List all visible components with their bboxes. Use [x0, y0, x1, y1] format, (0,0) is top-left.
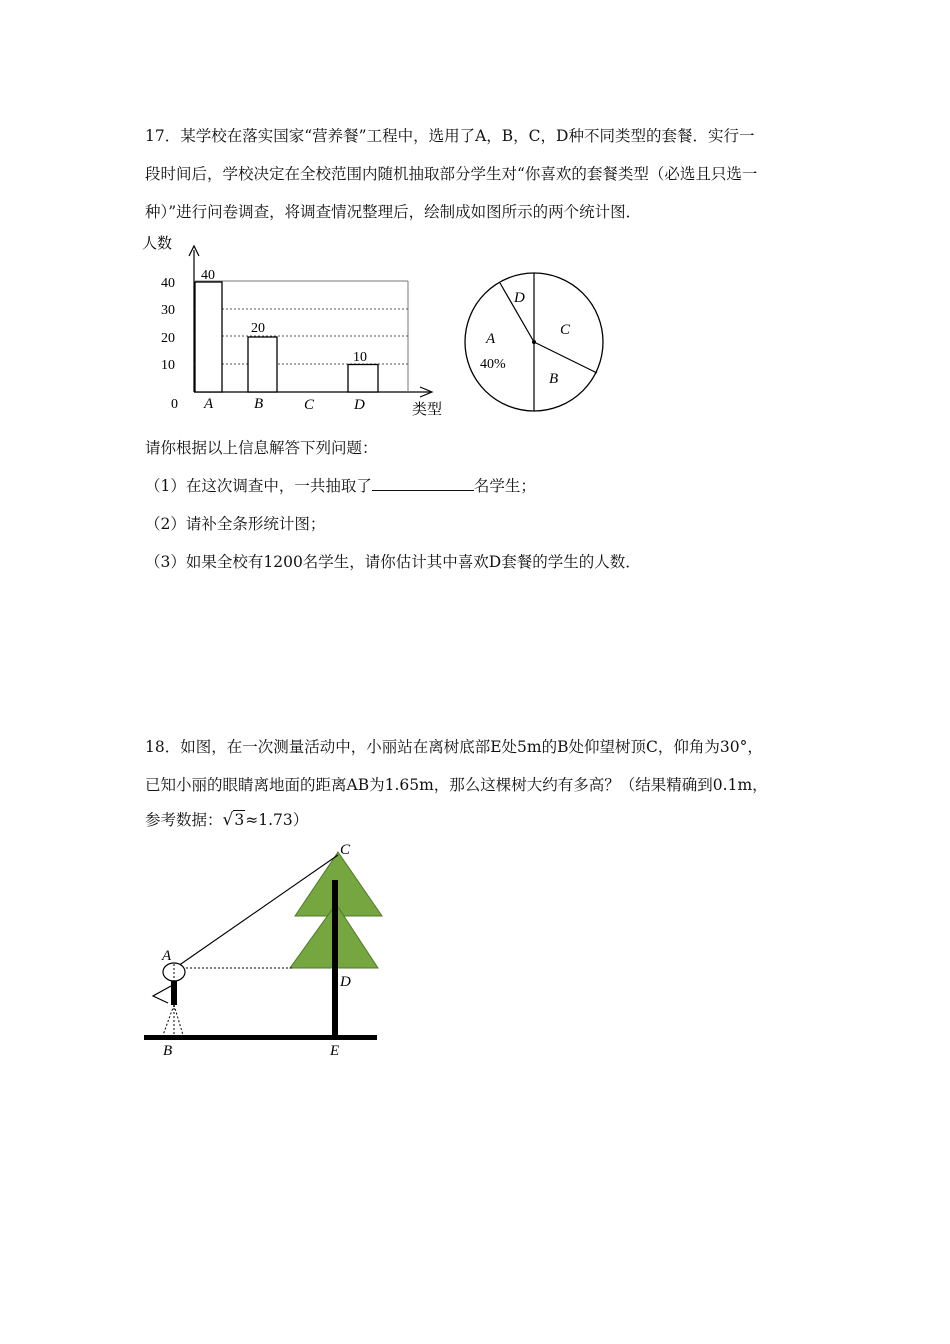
bar-D [348, 365, 378, 393]
tree-trunk [332, 880, 338, 1037]
x-axis-label: 类型 [412, 402, 443, 418]
reference-label: 参考数据： [145, 811, 223, 829]
point-label-C: C [340, 842, 351, 858]
bar-A [195, 282, 222, 392]
y-tick-10: 10 [161, 358, 175, 373]
sqrt-symbol: √ [222, 810, 234, 830]
y-tick-30: 30 [161, 303, 175, 318]
reference-value: ≈1.73） [245, 811, 309, 829]
q17-line-3: 种）”进行问卷调查，将调查情况整理后，绘制成如图所示的两个统计图． [145, 203, 642, 221]
q17-sub1-text: （1）在这次调查中，一共抽取了 [145, 477, 372, 495]
point-label-A: A [162, 948, 172, 964]
pie-label-A: A [486, 331, 496, 347]
q17-prompt: 请你根据以上信息解答下列问题： [145, 439, 378, 457]
pie-center [532, 340, 536, 344]
point-label-E: E [330, 1043, 340, 1059]
q18-line-2: 已知小丽的眼睛离地面的距离AB为1.65m，那么这棵树大约有多高？（结果精确到0.1m， [145, 776, 768, 794]
category-label-B: B [254, 396, 264, 412]
person-leg-left [163, 1005, 174, 1035]
bar-B [248, 337, 277, 392]
q18-line-1: 18．如图，在一次测量活动中，小丽站在离树底部E处5m的B处仰望树顶C，仰角为30°， [145, 738, 763, 756]
q17-sub2: （2）请补全条形统计图； [145, 515, 326, 533]
data-label-B: 20 [251, 321, 265, 336]
data-label-D: 10 [353, 350, 367, 365]
category-label-D: D [354, 397, 365, 413]
category-label-C: C [304, 397, 315, 413]
q17-line-1: 17．某学校在落实国家“营养餐”工程中，选用了A，B，C，D种不同类型的套餐．实行一 [145, 127, 755, 145]
origin-label: 0 [171, 397, 178, 412]
pie-label-B: B [549, 371, 559, 387]
pie-label-D: D [514, 290, 525, 306]
y-tick-40: 40 [161, 276, 175, 291]
bar-chart [140, 232, 460, 426]
y-axis-label: 人数 [142, 236, 173, 252]
pie-chart [462, 240, 612, 424]
q17-sub3: （3）如果全校有1200名学生，请你估计其中喜欢D套餐的学生的人数． [145, 553, 641, 571]
measurement-figure [140, 838, 385, 1067]
sqrt-radicand: 3 [234, 811, 245, 829]
category-label-A: A [204, 396, 214, 412]
answer-blank [372, 476, 474, 491]
pie-label-C: C [560, 322, 571, 338]
person-arm [153, 986, 171, 1003]
tree-top-triangle [295, 852, 382, 916]
q17-line-2: 段时间后，学校决定在全校范围内随机抽取部分学生对“你喜欢的套餐类型（必选且只选一 [145, 165, 758, 183]
data-label-A: 40 [201, 268, 215, 283]
point-label-B: B [163, 1043, 173, 1059]
ground-line [144, 1035, 377, 1040]
y-tick-20: 20 [161, 331, 175, 346]
q17-sub1 [145, 474, 536, 496]
q17-sub1-suffix: 名学生； [473, 477, 536, 495]
pie-percent-A: 40% [480, 357, 506, 372]
person-leg-right [174, 1005, 183, 1035]
q18-line-3 [145, 808, 308, 830]
point-label-D: D [340, 974, 351, 990]
